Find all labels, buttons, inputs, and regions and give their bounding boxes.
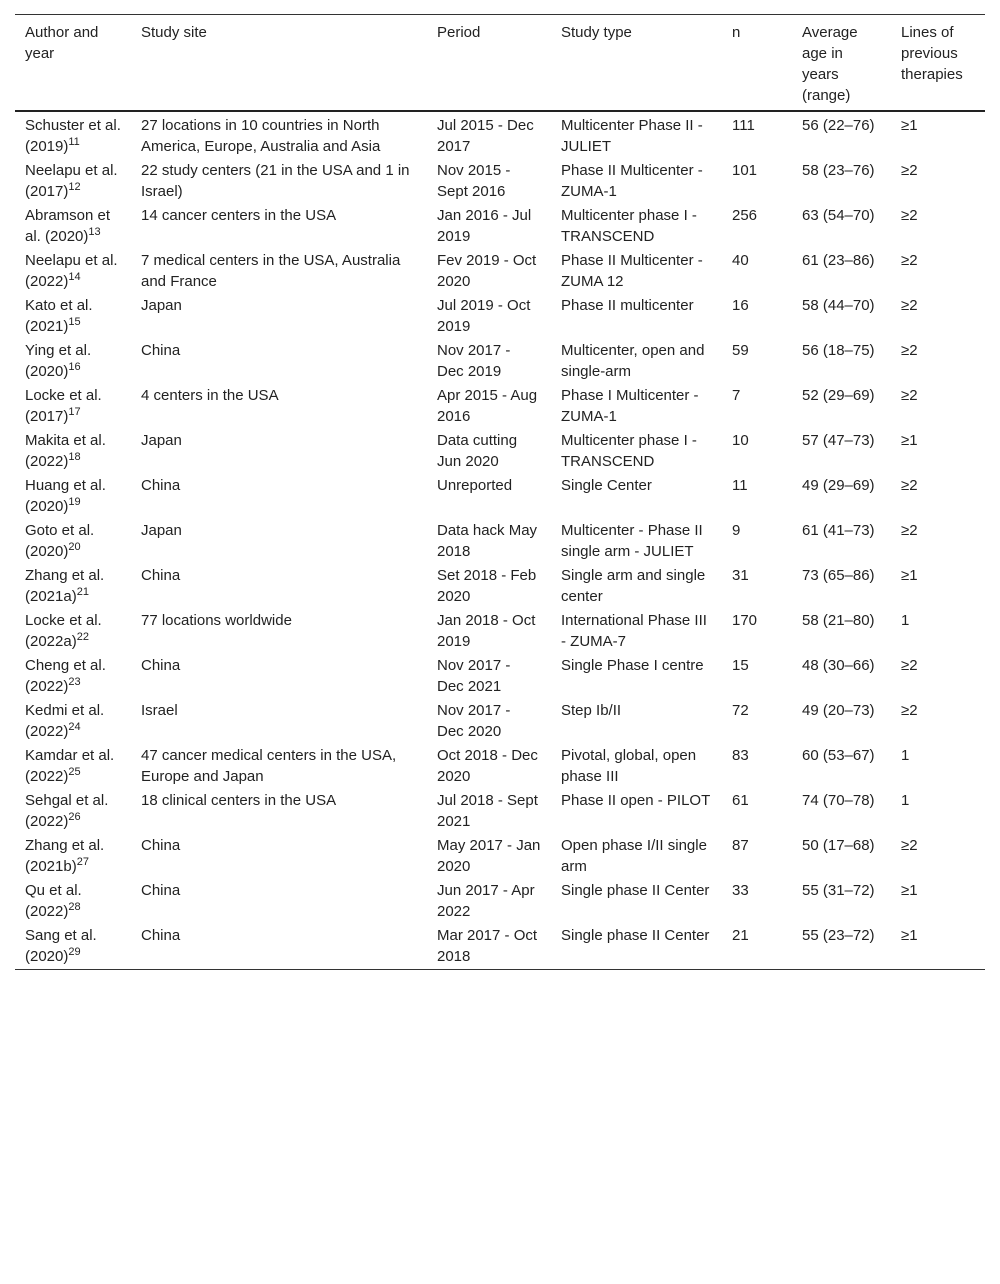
table-row	[15, 203, 985, 248]
cell-study-site: 22 study centers (21 in the USA and 1 in Israel)	[141, 162, 410, 200]
cell-lines-of-therapy: ≥2	[901, 342, 918, 359]
reference-number: 26	[68, 811, 81, 823]
cell-average-age: 49 (29–69)	[802, 477, 875, 494]
table-row	[15, 293, 985, 338]
cell-author-year	[15, 111, 131, 158]
reference-number: 16	[68, 361, 81, 373]
cell-n: 83	[732, 747, 749, 764]
cell-average-age: 50 (17–68)	[802, 837, 875, 854]
cell-author-year	[15, 743, 131, 788]
cell-lines-of-therapy: 1	[901, 612, 910, 629]
author-text: Goto et al. (2020)	[25, 522, 95, 560]
cell-author-year	[15, 878, 131, 923]
author-text: Ying et al. (2020)	[25, 342, 92, 380]
cell-average-age: 57 (47–73)	[802, 432, 875, 449]
author-text: Makita et al. (2022)	[25, 432, 106, 470]
reference-number: 17	[68, 406, 81, 418]
cell-study-type: Phase II open - PILOT	[561, 792, 711, 809]
cell-average-age: 63 (54–70)	[802, 207, 875, 224]
table-body	[15, 111, 985, 970]
reference-number: 18	[68, 451, 81, 463]
cell-average-age: 56 (22–76)	[802, 117, 875, 134]
cell-period: Nov 2015 - Sept 2016	[437, 162, 511, 200]
cell-study-site: China	[131, 923, 427, 970]
cell-period: Jul 2015 - Dec 2017	[437, 117, 534, 155]
cell-study-type: International Phase III - ZUMA-7	[561, 612, 707, 650]
header-period: Period	[427, 15, 551, 112]
author-text: Cheng et al. (2022)	[25, 657, 106, 695]
cell-lines-of-therapy: ≥1	[901, 432, 918, 449]
cell-n: 11	[732, 477, 748, 494]
header-lines-of-therapy: Lines of previous therapies	[891, 15, 985, 112]
cell-lines-of-therapy: 1	[901, 747, 910, 764]
cell-period: Nov 2017 - Dec 2020	[437, 702, 511, 740]
cell-study-type: Single phase II Center	[561, 882, 710, 899]
cell-study-site: China	[141, 342, 181, 359]
cell-n: 72	[732, 702, 749, 719]
cell-author-year	[15, 833, 131, 878]
cell-study-type: Multicenter, open and single-arm	[561, 342, 705, 380]
cell-study-type: Multicenter Phase II - JULIET	[561, 117, 703, 155]
table-row	[15, 383, 985, 428]
cell-period: Unreported	[437, 477, 513, 494]
reference-number: 19	[68, 496, 81, 508]
header-n: n	[722, 15, 792, 112]
author-text: Locke et al. (2017)	[25, 387, 102, 425]
cell-n: 256	[732, 207, 758, 224]
cell-study-site: China	[141, 477, 181, 494]
cell-n: 31	[732, 567, 749, 584]
cell-period: Apr 2015 - Aug 2016	[437, 387, 538, 425]
cell-n: 7	[732, 387, 741, 404]
header-study-type: Study type	[551, 15, 722, 112]
reference-number: 21	[76, 586, 89, 598]
cell-lines-of-therapy: ≥2	[901, 657, 918, 674]
cell-average-age: 56 (18–75)	[802, 342, 875, 359]
cell-period: Jul 2018 - Sept 2021	[437, 792, 538, 830]
cell-author-year	[15, 563, 131, 608]
cell-author-year	[15, 158, 131, 203]
cell-period: Jul 2019 - Oct 2019	[437, 297, 531, 335]
cell-n: 111	[732, 117, 755, 134]
cell-author-year	[15, 203, 131, 248]
cell-study-site: 4 centers in the USA	[141, 387, 279, 404]
cell-lines-of-therapy: ≥2	[901, 252, 918, 269]
cell-average-age: 55 (23–72)	[792, 923, 891, 970]
cell-period: Fev 2019 - Oct 2020	[437, 252, 537, 290]
cell-average-age: 55 (31–72)	[802, 882, 875, 899]
cell-study-type: Multicenter phase I - TRANSCEND	[561, 207, 697, 245]
cell-lines-of-therapy: ≥1	[901, 882, 918, 899]
study-table-container	[15, 14, 985, 970]
reference-number: 27	[76, 856, 89, 868]
cell-author-year	[15, 518, 131, 563]
cell-study-site: Japan	[141, 297, 182, 314]
table-row	[15, 788, 985, 833]
cell-lines-of-therapy: 1	[901, 792, 910, 809]
cell-average-age: 61 (23–86)	[802, 252, 875, 269]
header-study-site: Study site	[131, 15, 427, 112]
table-row	[15, 518, 985, 563]
cell-n: 10	[732, 432, 749, 449]
cell-study-site: 27 locations in 10 countries in North America, Europe, Australia and Asia	[141, 117, 381, 155]
author-text: Kedmi et al. (2022)	[25, 702, 105, 740]
cell-n: 170	[732, 612, 758, 629]
cell-average-age: 58 (21–80)	[802, 612, 875, 629]
cell-average-age: 52 (29–69)	[802, 387, 875, 404]
cell-n: 16	[732, 297, 749, 314]
cell-period: Data hack May 2018	[437, 522, 538, 560]
reference-number: 22	[76, 631, 89, 643]
reference-number: 20	[68, 541, 81, 553]
author-text: Qu et al. (2022)	[25, 882, 82, 920]
author-text: Abramson et al. (2020)	[25, 207, 111, 245]
cell-period: Data cutting Jun 2020	[437, 432, 518, 470]
cell-lines-of-therapy: ≥2	[901, 702, 918, 719]
author-text: Huang et al. (2020)	[25, 477, 106, 515]
cell-period: Jan 2016 - Jul 2019	[437, 207, 532, 245]
cell-period: Set 2018 - Feb 2020	[437, 567, 537, 605]
table-row	[15, 428, 985, 473]
cell-study-type: Phase II multicenter	[561, 297, 694, 314]
cell-average-age: 61 (41–73)	[802, 522, 875, 539]
table-row	[15, 653, 985, 698]
cell-study-type: Step Ib/II	[561, 702, 622, 719]
cell-study-site: Israel	[141, 702, 178, 719]
cell-author-year	[15, 338, 131, 383]
table-row	[15, 878, 985, 923]
cell-lines-of-therapy: ≥2	[901, 387, 918, 404]
table-header	[15, 15, 985, 112]
cell-n: 87	[732, 837, 749, 854]
table-row	[15, 833, 985, 878]
cell-lines-of-therapy: ≥2	[901, 207, 918, 224]
cell-study-type: Single arm and single center	[561, 567, 706, 605]
cell-study-type: Multicenter - Phase II single arm - JULIET	[561, 522, 703, 560]
cell-study-type: Open phase I/II single arm	[561, 837, 707, 875]
cell-average-age: 74 (70–78)	[802, 792, 875, 809]
cell-study-type: Phase I Multicenter - ZUMA-1	[561, 387, 699, 425]
table-row	[15, 111, 985, 158]
cell-study-type: Single Phase I centre	[561, 657, 704, 674]
header-row	[15, 15, 985, 112]
author-text: Sehgal et al. (2022)	[25, 792, 109, 830]
table-row	[15, 698, 985, 743]
cell-study-site: Japan	[141, 432, 182, 449]
cell-study-type: Phase II Multicenter - ZUMA-1	[561, 162, 703, 200]
cell-n: 40	[732, 252, 749, 269]
author-text: Neelapu et al. (2022)	[25, 252, 118, 290]
cell-study-type: Single Center	[561, 477, 652, 494]
cell-lines-of-therapy: ≥1	[901, 117, 918, 134]
cell-study-type: Single phase II Center	[551, 923, 722, 970]
cell-study-site: China	[141, 657, 181, 674]
cell-study-type: Phase II Multicenter - ZUMA 12	[561, 252, 703, 290]
cell-n: 101	[732, 162, 758, 179]
cell-author-year	[15, 248, 131, 293]
cell-period: Mar 2017 - Oct 2018	[427, 923, 551, 970]
table-row	[15, 923, 985, 970]
cell-n: 61	[732, 792, 749, 809]
author-text: Schuster et al. (2019)	[25, 117, 121, 155]
cell-study-site: 7 medical centers in the USA, Australia and France	[141, 252, 401, 290]
cell-author-year	[15, 923, 131, 970]
table-row	[15, 563, 985, 608]
reference-number: 11	[68, 136, 80, 148]
cell-study-site: China	[141, 567, 181, 584]
cell-author-year	[15, 473, 131, 518]
cell-author-year	[15, 653, 131, 698]
cell-author-year	[15, 698, 131, 743]
reference-number: 12	[68, 181, 81, 193]
table-row	[15, 608, 985, 653]
cell-average-age: 73 (65–86)	[802, 567, 875, 584]
author-text: Kato et al. (2021)	[25, 297, 93, 335]
header-author-year: Author and year	[15, 15, 131, 112]
cell-lines-of-therapy: ≥2	[901, 162, 918, 179]
cell-study-site: Japan	[141, 522, 182, 539]
cell-n: 15	[732, 657, 749, 674]
author-text: Zhang et al. (2021a)	[25, 567, 105, 605]
cell-period: Jan 2018 - Oct 2019	[437, 612, 536, 650]
cell-lines-of-therapy: ≥2	[901, 837, 918, 854]
reference-number: 13	[88, 226, 101, 238]
table-row	[15, 248, 985, 293]
cell-lines-of-therapy: ≥1	[901, 567, 918, 584]
cell-study-type: Pivotal, global, open phase III	[561, 747, 697, 785]
author-text: Locke et al. (2022a)	[25, 612, 102, 650]
cell-average-age: 48 (30–66)	[802, 657, 875, 674]
cell-period: May 2017 - Jan 2020	[437, 837, 541, 875]
cell-n: 33	[732, 882, 749, 899]
cell-lines-of-therapy: ≥2	[901, 477, 918, 494]
cell-period: Nov 2017 - Dec 2021	[437, 657, 511, 695]
cell-author-year	[15, 428, 131, 473]
cell-lines-of-therapy: ≥2	[901, 297, 918, 314]
reference-number: 24	[68, 721, 81, 733]
cell-lines-of-therapy: ≥1	[891, 923, 985, 970]
cell-n: 59	[732, 342, 749, 359]
cell-average-age: 58 (44–70)	[802, 297, 875, 314]
cell-study-site: 18 clinical centers in the USA	[141, 792, 337, 809]
cell-author-year	[15, 788, 131, 833]
author-text: Sang et al. (2020)	[25, 927, 97, 965]
reference-number: 15	[68, 316, 81, 328]
cell-study-type: Multicenter phase I - TRANSCEND	[561, 432, 697, 470]
table-row	[15, 338, 985, 383]
table-row	[15, 473, 985, 518]
cell-study-site: 77 locations worldwide	[141, 612, 292, 629]
cell-study-site: China	[141, 837, 181, 854]
author-text: Neelapu et al. (2017)	[25, 162, 118, 200]
reference-number: 14	[68, 271, 81, 283]
cell-average-age: 49 (20–73)	[802, 702, 875, 719]
cell-study-site: 14 cancer centers in the USA	[141, 207, 337, 224]
study-characteristics-table	[15, 14, 985, 970]
reference-number: 29	[68, 946, 81, 958]
cell-n: 9	[732, 522, 741, 539]
cell-period: Oct 2018 - Dec 2020	[437, 747, 538, 785]
reference-number: 25	[68, 766, 81, 778]
table-row	[15, 158, 985, 203]
cell-study-site: China	[141, 882, 181, 899]
author-text: Kamdar et al. (2022)	[25, 747, 115, 785]
cell-author-year	[15, 608, 131, 653]
reference-number: 23	[68, 676, 81, 688]
cell-lines-of-therapy: ≥2	[901, 522, 918, 539]
table-row	[15, 743, 985, 788]
reference-number: 28	[68, 901, 81, 913]
cell-study-site: 47 cancer medical centers in the USA, Europe and Japan	[141, 747, 397, 785]
cell-period: Nov 2017 - Dec 2019	[437, 342, 511, 380]
header-average-age: Average age in years (range)	[792, 15, 891, 112]
author-text: Zhang et al. (2021b)	[25, 837, 105, 875]
cell-period: Jun 2017 - Apr 2022	[437, 882, 535, 920]
cell-author-year	[15, 293, 131, 338]
cell-author-year	[15, 383, 131, 428]
cell-n: 21	[722, 923, 792, 970]
cell-average-age: 58 (23–76)	[802, 162, 875, 179]
cell-average-age: 60 (53–67)	[802, 747, 875, 764]
